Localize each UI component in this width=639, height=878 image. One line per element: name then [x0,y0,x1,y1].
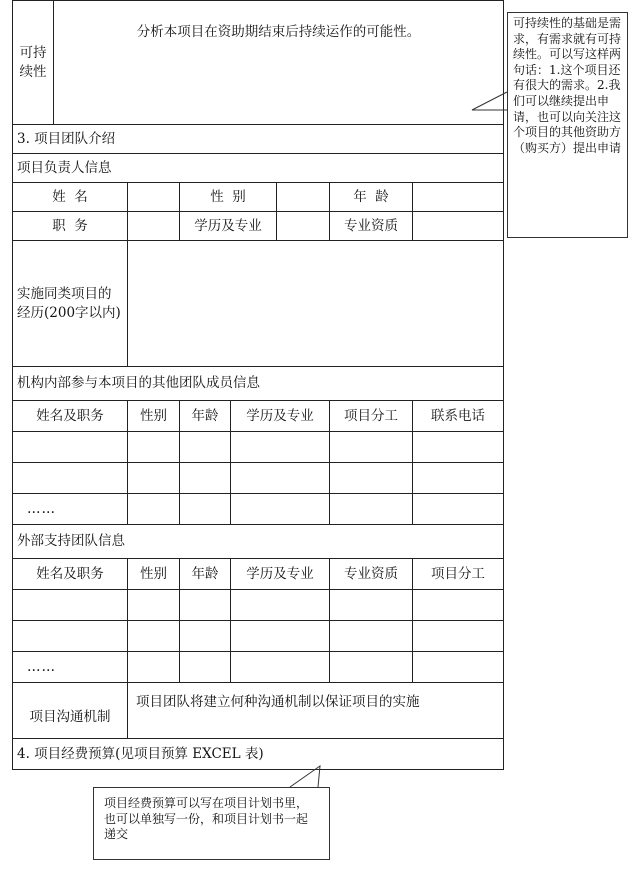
table-cell[interactable] [330,621,413,652]
table-cell[interactable] [413,432,504,463]
table-cell[interactable] [180,590,231,621]
table-cell[interactable] [413,590,504,621]
position-label: 职 务 [13,212,128,241]
communication-label: 项目沟通机制 [13,683,128,739]
leader-row-1 [13,183,504,212]
table-cell[interactable] [330,590,413,621]
table-cell[interactable] [330,494,413,525]
table-cell[interactable] [330,652,413,683]
table-cell[interactable] [413,494,504,525]
col-header-gender: 性别 [128,559,180,590]
table-cell[interactable] [13,590,128,621]
col-header-name-position: 姓名及职务 [13,559,128,590]
table-cell[interactable] [180,621,231,652]
table-cell[interactable] [231,590,330,621]
leader-info-heading: 项目负责人信息 [13,154,504,183]
section-4-title: 4. 项目经费预算(见项目预算 EXCEL 表) [13,739,504,770]
qualification-value-cell[interactable] [413,212,504,241]
table-cell[interactable] [13,463,128,494]
table-cell[interactable] [413,652,504,683]
table-cell[interactable] [13,621,128,652]
table-cell[interactable] [413,621,504,652]
budget-note-callout: 项目经费预算可以写在项目计划书里，也可以单独写一份，和项目计划书一起递交 [93,787,330,860]
sustainability-label: 可持续性 [13,1,54,125]
age-value-cell[interactable] [413,183,504,212]
table-cell[interactable] [180,432,231,463]
col-header-age: 年龄 [180,401,231,432]
table-cell[interactable] [180,494,231,525]
experience-label: 实施同类项目的经历(200字以内) [13,241,128,367]
gender-label: 性 别 [180,183,277,212]
internal-ellipsis: …… [13,494,128,525]
col-header-age: 年龄 [180,559,231,590]
table-cell[interactable] [128,432,180,463]
table-cell[interactable] [231,621,330,652]
table-row [13,463,504,494]
col-header-phone: 联系电话 [413,401,504,432]
table-cell[interactable] [180,652,231,683]
name-value-cell[interactable] [128,183,180,212]
name-label: 姓 名 [13,183,128,212]
table-row [13,590,504,621]
table-row [13,494,504,525]
col-header-qualification: 专业资质 [330,559,413,590]
col-header-role: 项目分工 [330,401,413,432]
table-cell[interactable] [231,432,330,463]
age-label: 年 龄 [330,183,413,212]
table-cell[interactable] [413,463,504,494]
communication-row [13,683,504,739]
sustainability-description: 分析本项目在资助期结束后持续运作的可能性。 [54,1,504,125]
application-form-table [12,0,504,770]
table-cell[interactable] [330,463,413,494]
gender-value-cell[interactable] [277,183,330,212]
leader-row-2 [13,212,504,241]
section-3-title: 3. 项目团队介绍 [13,125,504,154]
table-row [13,432,504,463]
position-value-cell[interactable] [128,212,180,241]
experience-value-cell[interactable] [128,241,504,367]
col-header-education: 学历及专业 [231,559,330,590]
table-cell[interactable] [231,494,330,525]
table-row [13,621,504,652]
education-label: 学历及专业 [180,212,277,241]
external-header-row [13,559,504,590]
sustainability-note-callout: 可持续性的基础是需求，有需求就有可持续性。可以写这样两句话：1.这个项目还有很大的需求。2.我们可以继续提出申请，也可以向关注这个项目的其他资助方（购买方）提出申请 [507,12,628,238]
col-header-role: 项目分工 [413,559,504,590]
experience-row [13,241,504,367]
qualification-label: 专业资质 [330,212,413,241]
table-cell[interactable] [180,463,231,494]
table-cell[interactable] [128,590,180,621]
external-team-heading: 外部支持团队信息 [13,525,504,559]
communication-description: 项目团队将建立何种沟通机制以保证项目的实施 [128,683,504,739]
table-cell[interactable] [128,494,180,525]
education-value-cell[interactable] [277,212,330,241]
table-row [13,652,504,683]
table-cell[interactable] [330,432,413,463]
table-cell[interactable] [128,652,180,683]
table-cell[interactable] [128,621,180,652]
table-cell[interactable] [13,432,128,463]
table-cell[interactable] [231,652,330,683]
col-header-education: 学历及专业 [231,401,330,432]
table-cell[interactable] [128,463,180,494]
table-cell[interactable] [231,463,330,494]
internal-header-row [13,401,504,432]
sustainability-row [13,1,504,125]
internal-members-heading: 机构内部参与本项目的其他团队成员信息 [13,367,504,401]
col-header-name-position: 姓名及职务 [13,401,128,432]
col-header-gender: 性别 [128,401,180,432]
external-ellipsis: …… [13,652,128,683]
